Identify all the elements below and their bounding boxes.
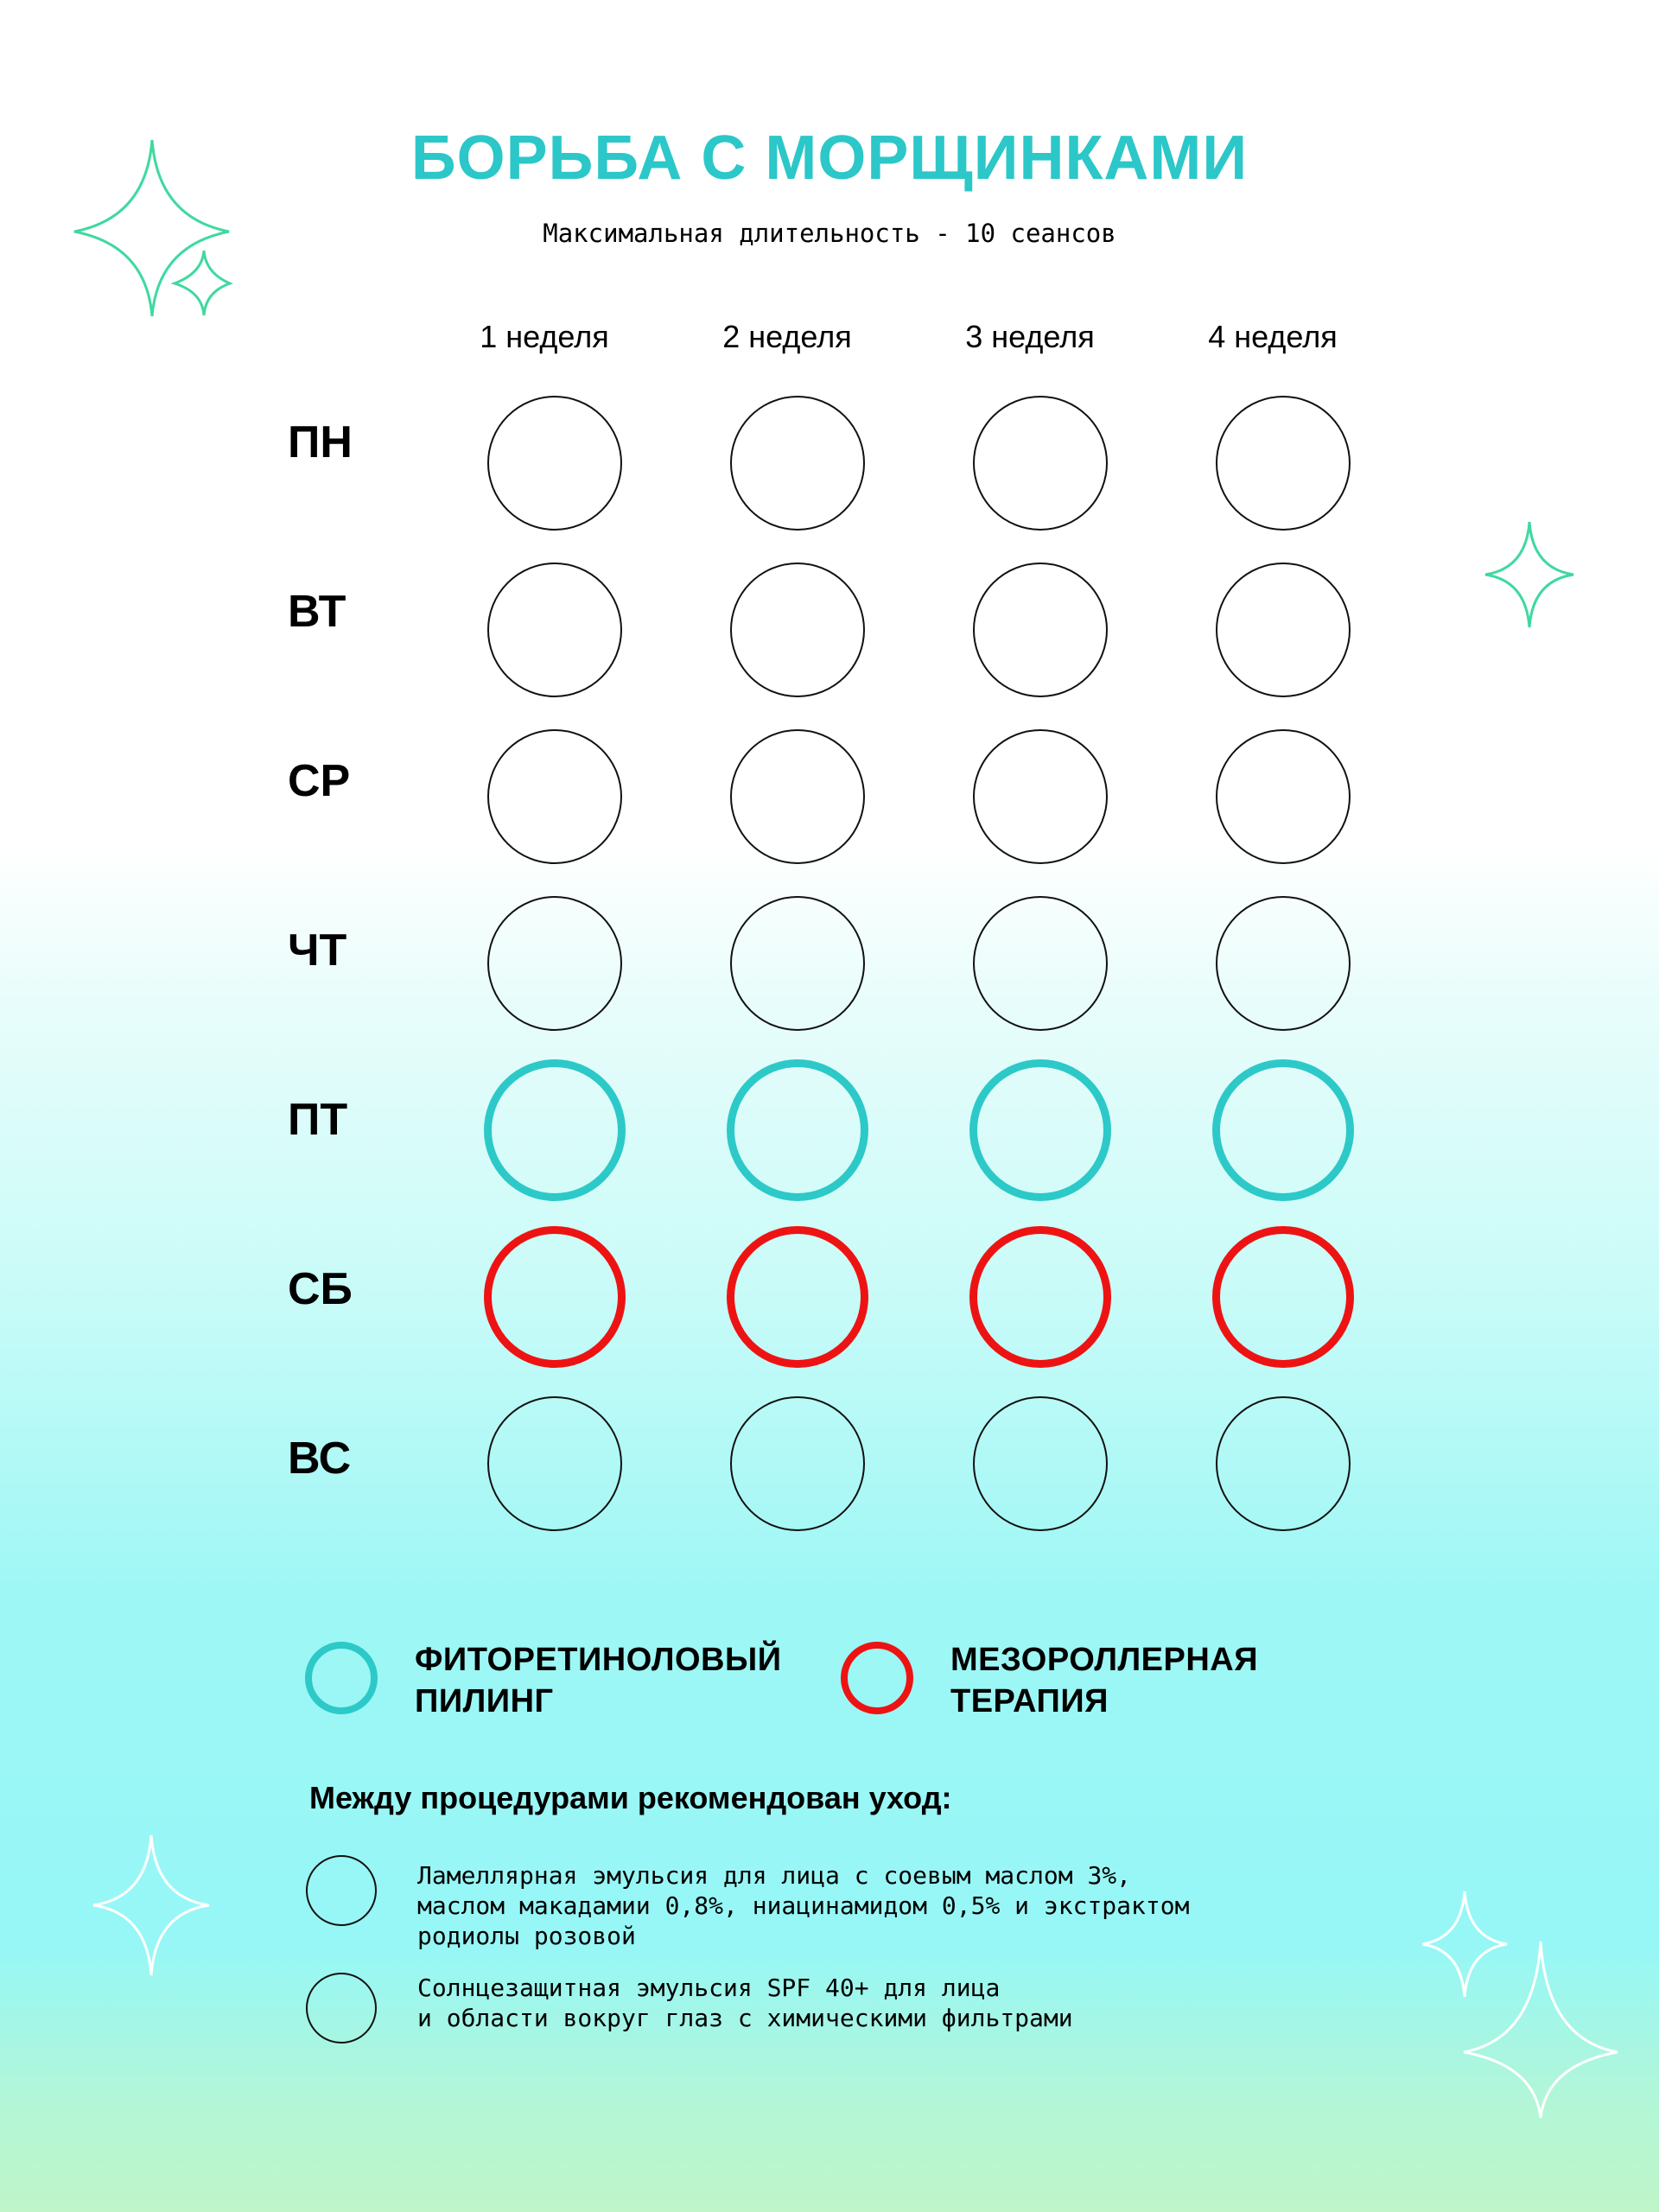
- legend-peeling-label: [415, 1639, 782, 1722]
- care-checkbox-1[interactable]: [306, 1855, 377, 1926]
- legend-mesoroller-line1: МЕЗОРОЛЛЕРНАЯ: [950, 1642, 1259, 1678]
- legend-mesoroller-label: [950, 1639, 1258, 1722]
- day-label-sun: ВС: [288, 1433, 352, 1484]
- session-circle-thu-week-4[interactable]: [1216, 896, 1351, 1031]
- session-circle-mon-week-3[interactable]: [973, 396, 1108, 531]
- legend-peeling-line2: ПИЛИНГ: [415, 1683, 554, 1719]
- week-header-2: 2 неделя: [722, 319, 852, 354]
- session-circle-fri-week-1[interactable]: [484, 1059, 626, 1201]
- session-circle-tue-week-1[interactable]: [487, 563, 622, 697]
- session-circle-wed-week-1[interactable]: [487, 729, 622, 864]
- page-subtitle: Максимальная длительность - 10 сеансов: [543, 219, 1116, 248]
- session-circle-sun-week-1[interactable]: [487, 1396, 622, 1531]
- session-circle-thu-week-2[interactable]: [730, 896, 865, 1031]
- legend-peeling-circle: [305, 1642, 378, 1714]
- session-circle-mon-week-1[interactable]: [487, 396, 622, 531]
- session-circle-tue-week-2[interactable]: [730, 563, 865, 697]
- legend-peeling-line1: ФИТОРЕТИНОЛОВЫЙ: [415, 1642, 782, 1678]
- session-circle-sun-week-3[interactable]: [973, 1396, 1108, 1531]
- day-label-fri: ПТ: [288, 1095, 348, 1145]
- care-item-1: Ламеллярная эмульсия для лица с соевым маслом 3%, маслом макадамии 0,8%, ниацинамидом 0,5% и экстрактом родиолы розовой: [417, 1861, 1190, 1950]
- session-circle-fri-week-4[interactable]: [1212, 1059, 1354, 1201]
- care-checkbox-2[interactable]: [306, 1973, 377, 2044]
- session-circle-sat-week-1[interactable]: [484, 1226, 626, 1368]
- week-header-3: 3 неделя: [965, 319, 1095, 354]
- sparkle-icon: [1482, 518, 1577, 631]
- week-header-1: 1 неделя: [480, 319, 609, 354]
- session-circle-sun-week-4[interactable]: [1216, 1396, 1351, 1531]
- day-label-mon: ПН: [288, 417, 353, 467]
- sparkle-icon: [1417, 1888, 1624, 2121]
- day-label-thu: ЧТ: [288, 925, 347, 976]
- day-label-tue: ВТ: [288, 587, 346, 637]
- session-circle-mon-week-2[interactable]: [730, 396, 865, 531]
- session-circle-tue-week-4[interactable]: [1216, 563, 1351, 697]
- session-circle-wed-week-3[interactable]: [973, 729, 1108, 864]
- session-circle-tue-week-3[interactable]: [973, 563, 1108, 697]
- sparkle-icon: [86, 1832, 216, 1979]
- day-label-wed: СР: [288, 756, 351, 806]
- session-circle-fri-week-3[interactable]: [969, 1059, 1111, 1201]
- session-circle-thu-week-3[interactable]: [973, 896, 1108, 1031]
- care-heading: Между процедурами рекомендован уход:: [309, 1780, 952, 1815]
- session-circle-wed-week-4[interactable]: [1216, 729, 1351, 864]
- session-circle-fri-week-2[interactable]: [727, 1059, 868, 1201]
- session-circle-mon-week-4[interactable]: [1216, 396, 1351, 531]
- session-circle-wed-week-2[interactable]: [730, 729, 865, 864]
- legend-mesoroller-circle: [841, 1642, 913, 1714]
- week-header-4: 4 неделя: [1208, 319, 1338, 354]
- legend-mesoroller-line2: ТЕРАПИЯ: [950, 1683, 1109, 1719]
- day-label-sat: СБ: [288, 1264, 353, 1314]
- session-circle-sat-week-2[interactable]: [727, 1226, 868, 1368]
- care-item-2: Солнцезащитная эмульсия SPF 40+ для лица и области вокруг глаз с химическими фильтрами: [417, 1974, 1073, 2032]
- session-circle-sun-week-2[interactable]: [730, 1396, 865, 1531]
- session-circle-sat-week-3[interactable]: [969, 1226, 1111, 1368]
- session-circle-sat-week-4[interactable]: [1212, 1226, 1354, 1368]
- session-circle-thu-week-1[interactable]: [487, 896, 622, 1031]
- page-title: БОРЬБА С МОРЩИНКАМИ: [410, 124, 1249, 193]
